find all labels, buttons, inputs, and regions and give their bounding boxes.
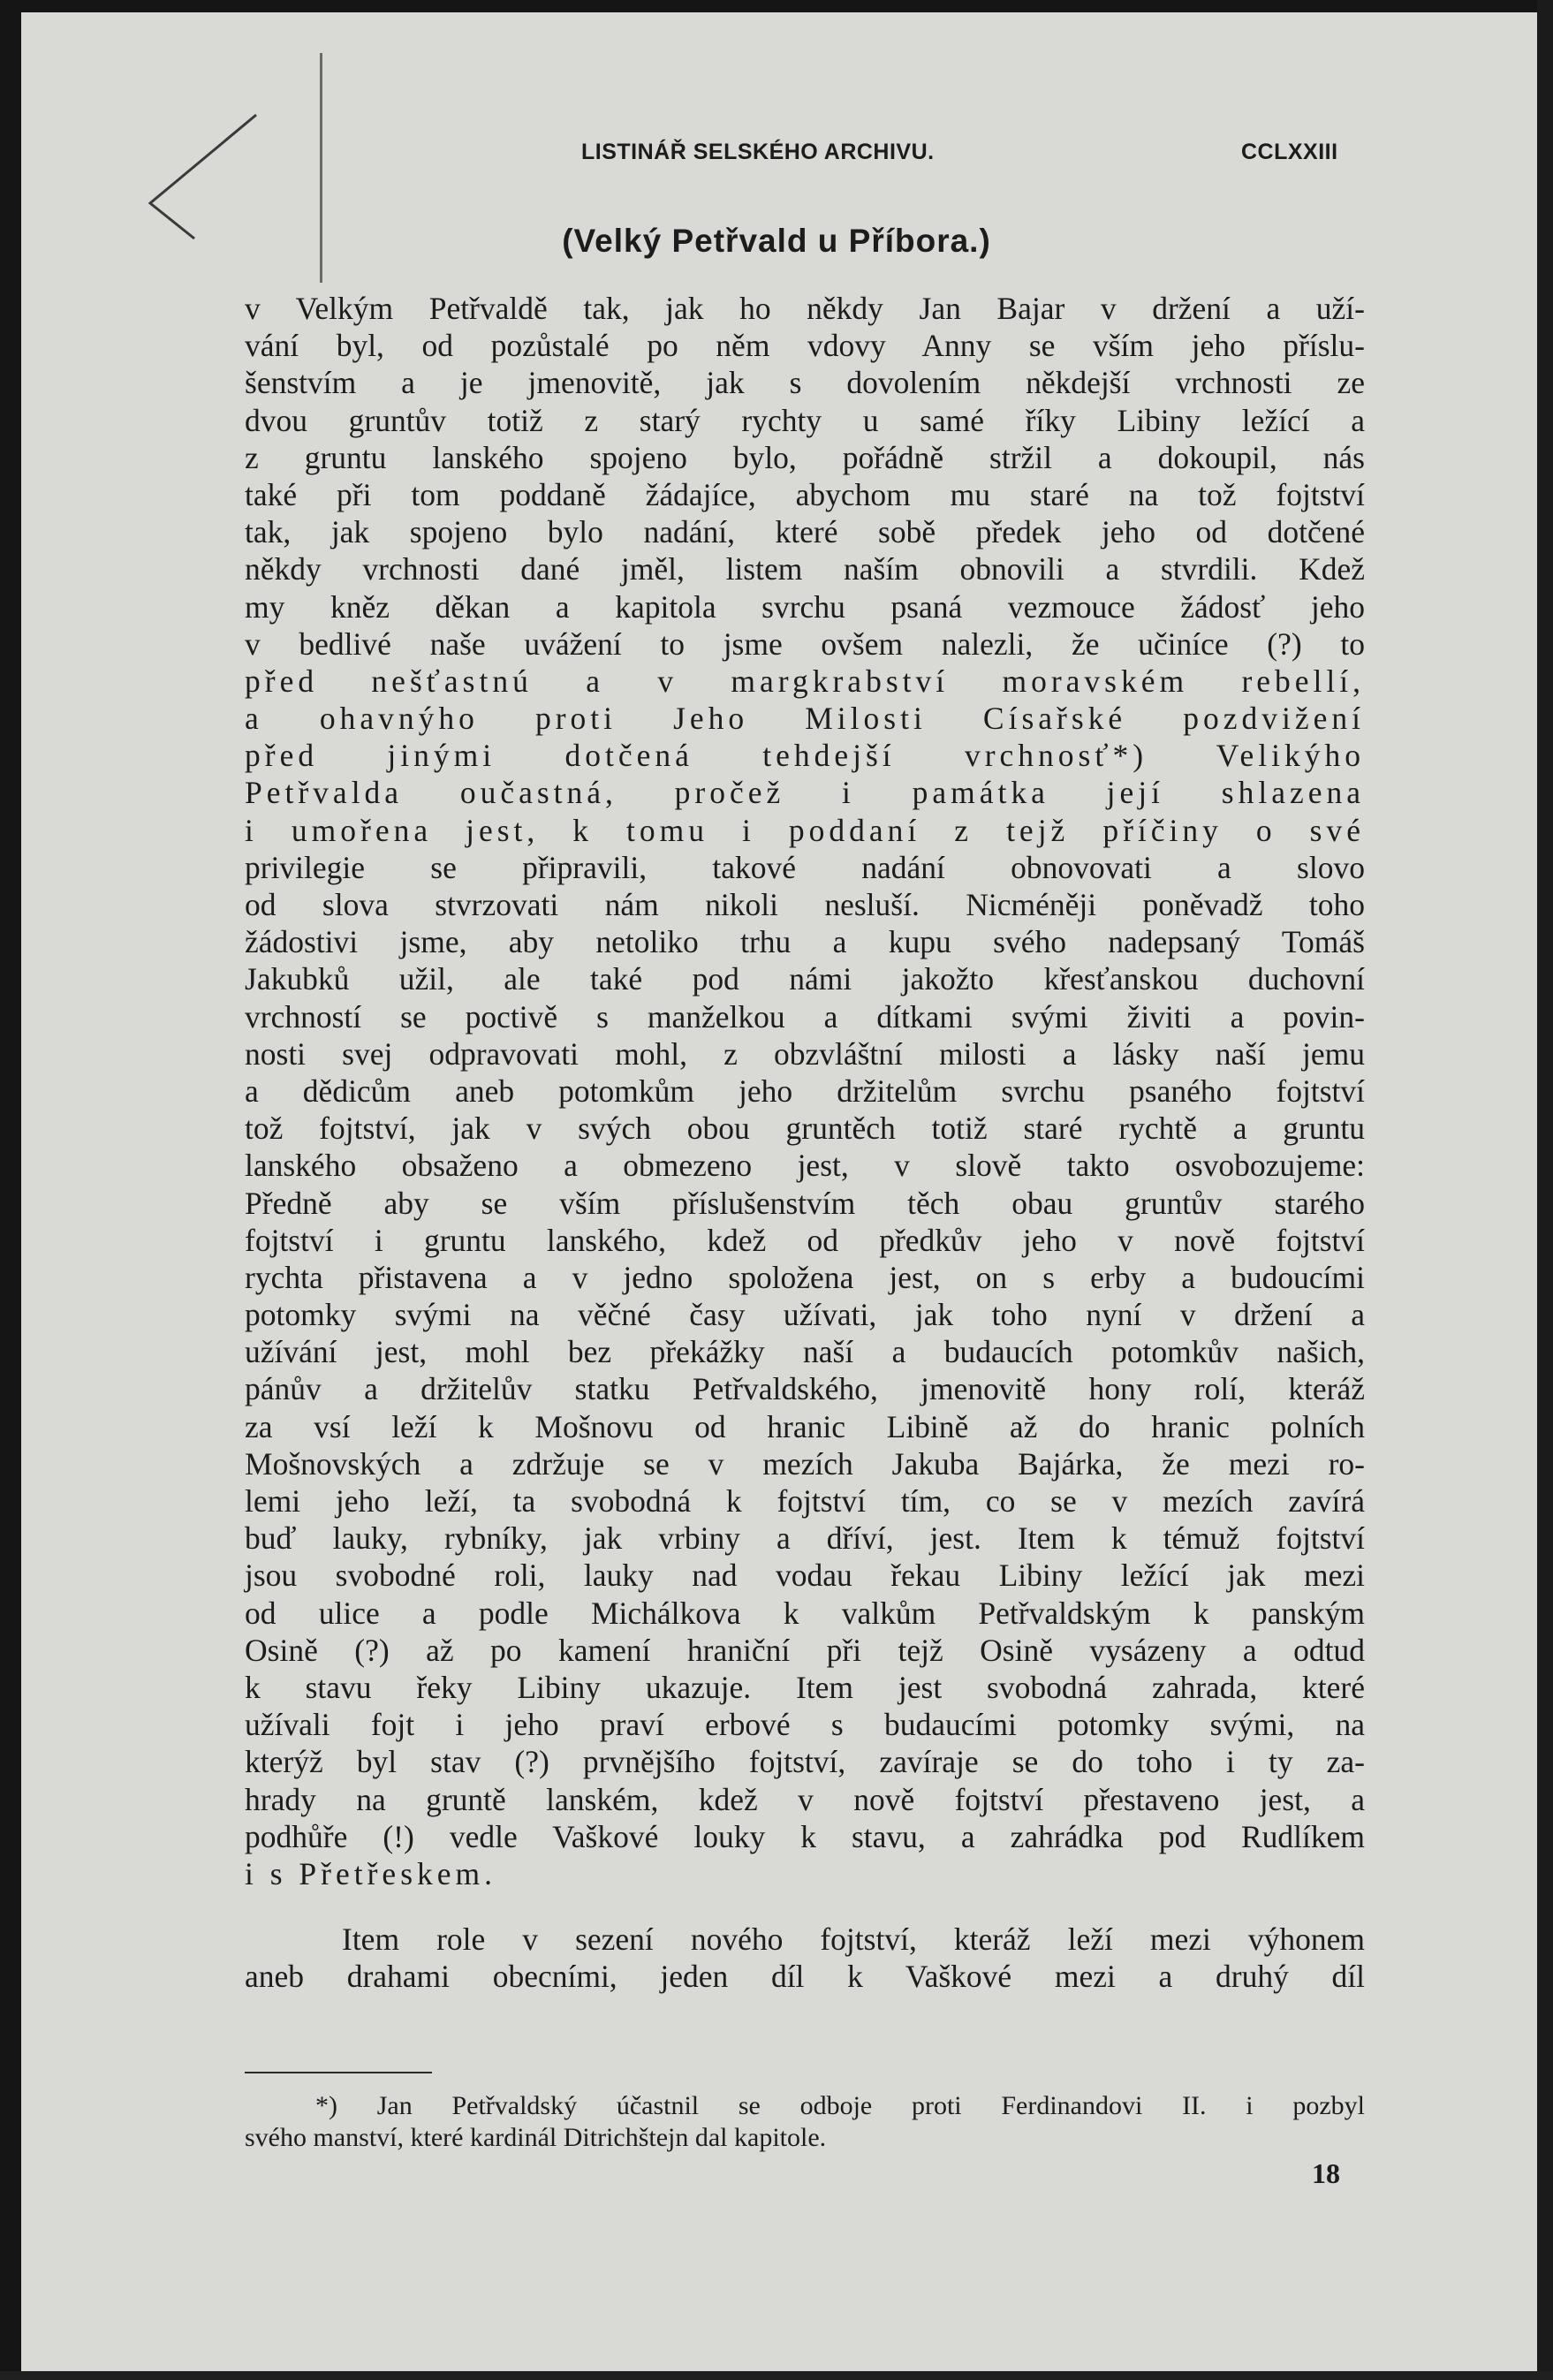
text-line: užívali fojt i jeho praví erbové s budaucími potomky svými, na (245, 1707, 1365, 1743)
text-line: k stavu řeky Libiny ukazuje. Item jest svobodná zahrada, které (245, 1669, 1365, 1705)
text-line-spaced: před nešťastnú a v margkrabství moravském rebellí, (245, 663, 1365, 699)
header-title: LISTINÁŘ SELSKÉHO ARCHIVU. (581, 140, 935, 164)
text-line: v bedlivé naše uvážení to jsme ovšem nalezli, že učiníce (?) to (245, 625, 1365, 662)
text-line: tak, jak spojeno bylo nadání, které sobě předek jeho od dotčené (245, 514, 1365, 550)
text-line: od ulice a podle Michálkova k valkům Petřvaldským k panským (245, 1595, 1365, 1631)
text-line: z gruntu lanského spojeno bylo, pořádně stržil a dokoupil, nás (245, 439, 1365, 475)
running-header (0, 134, 1553, 175)
text-line-spaced: Petřvalda oučastná, pročež i památka její shlazena (245, 775, 1365, 811)
text-line-spaced: i s Přetřeskem. (245, 1855, 497, 1891)
footnote-rule (245, 2072, 432, 2073)
text-line: užívání jest, mohl bez překážky naší a budaucích potomkův našich, (245, 1334, 1365, 1370)
page-number: 18 (1312, 2157, 1340, 2189)
text-line: šenstvím a je jmenovitě, jak s dovolením někdejší vrchnosti ze (245, 365, 1365, 401)
text-line: lemi jeho leží, ta svobodná k fojtství tím, co se v mezích zavírá (245, 1483, 1365, 1519)
scan-border-left (0, 0, 21, 2380)
text-line: tož fojtství, jak v svých obou gruntěch totiž staré rychtě a gruntu (245, 1110, 1365, 1147)
text-line: Mošnovských a zdržuje se v mezích Jakuba Bajárka, že mezi ro- (245, 1445, 1365, 1482)
text-line: od slova stvrzovati nám nikoli nesluší. Nicméněji poněvadž toho (245, 887, 1365, 922)
text-line: hrady na gruntě lanském, kdež v nově fojtství přestaveno jest, a (245, 1781, 1365, 1817)
text-line: Item role v sezení nového fojtství, kteráž leží mezi výhonem (342, 1921, 1365, 1958)
text-line: vrchností se poctivě s manželkou a dítkami svými živiti a povin- (245, 998, 1365, 1035)
text-line: někdy vrchnosti dané jměl, listem naším obnovili a stvrdili. Kdež (245, 551, 1365, 587)
text-line: buď lauky, rybníky, jak vrbiny a dříví, jest. Item k témuž fojtství (245, 1520, 1365, 1557)
scan-border-top (0, 0, 1553, 12)
text-line: Jakubků užil, ale také pod námi jakožto křesťanskou duchovní (245, 961, 1365, 997)
text-line: lanského obsaženo a obmezeno jest, v slově takto osvobozujeme: (245, 1148, 1365, 1184)
text-line: za vsí leží k Mošnovu od hranic Libině až do hranic polních (245, 1408, 1365, 1444)
text-line: kterýž byl stav (?) prvnějšího fojtství, zavíraje se do toho i ty za- (245, 1744, 1365, 1780)
text-line: vání byl, od pozůstalé po něm vdovy Anny se vším jeho příslu- (245, 328, 1365, 364)
text-line: fojtství i gruntu lanského, kdež od předkův jeho v nově fojtství (245, 1222, 1365, 1258)
text-line: aneb drahami obecními, jeden díl k Vaškové mezi a druhý díl (245, 1959, 1365, 1995)
text-line: privilegie se připravili, takové nadání obnovovati a slovo (245, 849, 1365, 885)
text-line: v Velkým Petřvaldě tak, jak ho někdy Jan Bajar v držení a uží- (245, 291, 1365, 326)
text-line: také při tom poddaně žádajíce, abychom mu staré na tož fojtství (245, 476, 1365, 512)
footnote-line: *) Jan Petřvaldský účastnil se odboje proti Ferdinandovi II. i pozbyl (315, 2091, 1365, 2120)
footnote-line: svého manství, které kardinál Ditrichštejn dal kapitole. (245, 2123, 827, 2152)
text-line-spaced: i umořena jest, k tomu i poddaní z tejž příčiny o své (245, 812, 1365, 848)
text-line: rychta přistavena a v jedno spoložena jest, on s erby a budoucími (245, 1259, 1365, 1295)
text-line: Osině (?) až po kamení hraniční při tejž Osině vysázeny a odtud (245, 1632, 1365, 1668)
text-line-spaced: a ohavnýho proti Jeho Milosti Císařské pozdvižení (245, 701, 1365, 737)
scan-border-bottom (0, 2371, 1553, 2380)
text-line: dvou gruntův totiž z starý rychty u samé říky Libiny ležící a (245, 402, 1365, 438)
text-line: jsou svobodné roli, lauky nad vodau řekau Libiny ležící jak mezi (245, 1558, 1365, 1594)
text-line: pánův a držitelův statku Petřvaldského, jmenovitě hony rolí, kteráž (245, 1371, 1365, 1407)
footnote (245, 2090, 1365, 2154)
section-title: (Velký Petřvald u Příbora.) (562, 223, 991, 259)
text-line: nosti svej odpravovati mohl, z obzvláštní milosti a lásky naší jemu (245, 1035, 1365, 1072)
paragraph-gap (245, 1892, 1365, 1921)
scan-border-right (1537, 0, 1553, 2380)
text-line: potomky svými na věčné časy užívati, jak toho nyní v držení a (245, 1297, 1365, 1333)
text-line: podhůře (!) vedle Vaškové louky k stavu, a zahrádka pod Rudlíkem (245, 1818, 1365, 1854)
text-line: my kněz děkan a kapitola svrchu psaná vezmouce žádosť jeho (245, 588, 1365, 625)
text-line: a dědicům aneb potomkům jeho držitelům svrchu psaného fojtství (245, 1073, 1365, 1109)
body-text (245, 290, 1365, 1995)
text-line-spaced: před jinými dotčená tehdejší vrchnosť*) Velikýho (245, 738, 1365, 774)
text-line: Předně aby se vším příslušenstvím těch obau gruntův starého (245, 1185, 1365, 1221)
header-page-roman: CCLXXIII (1241, 140, 1338, 164)
text-line: žádostivi jsme, aby netoliko trhu a kupu svého nadepsaný Tomáš (245, 924, 1365, 960)
